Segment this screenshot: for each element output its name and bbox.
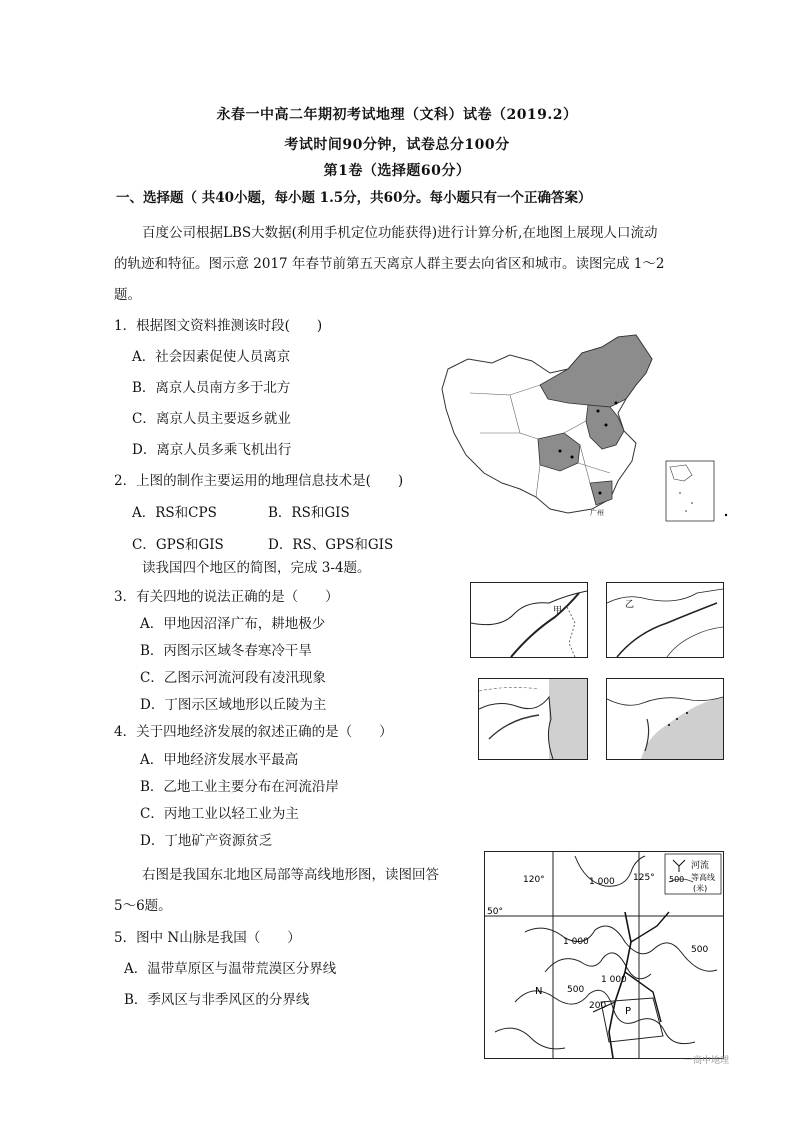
region-p-label: P xyxy=(625,1006,632,1017)
contour-1000-low: 1 000 xyxy=(601,975,627,985)
legend-unit: (米) xyxy=(693,884,708,893)
q1-option-d: D．离京人员多乘飞机出行 xyxy=(132,442,292,458)
legend-river-label: 河流 xyxy=(691,861,710,871)
volume-title: 第1卷（选择题60分） xyxy=(323,163,471,179)
legend-contour-label: 等高线 xyxy=(691,873,715,882)
region-map-yi xyxy=(606,582,724,658)
region-map-ding xyxy=(606,678,724,760)
contour-1000-mid: 1 000 xyxy=(563,937,589,947)
q1-option-b: B．离京人员南方多于北方 xyxy=(132,380,291,396)
china-migration-map xyxy=(440,333,730,525)
passage1-line3: 题。 xyxy=(114,287,141,303)
passage1-line1: 百度公司根据LBS大数据(利用手机定位功能获得)进行计算分析,在地图上展现人口流动 xyxy=(142,225,658,241)
region-map-jia xyxy=(470,582,588,658)
watermark: 一高中地理 xyxy=(684,1056,730,1066)
q2-option-b: B．RS和GIS xyxy=(268,505,350,521)
q1-option-a: A．社会因素促使人员离京 xyxy=(132,349,291,365)
contour-1000-top: 1 000 xyxy=(589,877,615,887)
contour-500-left: 500 xyxy=(567,985,585,995)
q1-option-c: C．离京人员主要返乡就业 xyxy=(132,411,291,427)
passage3-line1: 右图是我国东北地区局部等高线地形图，读图回答 xyxy=(142,867,439,883)
passage1-line2: 的轨迹和特征。图示意 2017 年春节前第五天离京人群主要去向省区和城市。读图完成 1～2 xyxy=(114,256,665,272)
page-title: 永春一中高二年期初考试地理（文科）试卷（2019.2） xyxy=(216,107,578,123)
q5-option-b: B．季风区与非季风区的分界线 xyxy=(124,992,310,1008)
mountain-n-label: N xyxy=(535,986,543,997)
lon-125-label: 125° xyxy=(633,873,655,883)
region-map-bing xyxy=(478,678,588,760)
contour-500-right: 500 xyxy=(691,945,709,955)
q4-stem: 4．关于四地经济发展的叙述正确的是（ ） xyxy=(114,724,393,740)
jia-label: 甲 xyxy=(553,606,563,616)
q2-option-a: A．RS和CPS xyxy=(132,505,217,521)
q3-option-a: A．甲地因沼泽广布，耕地极少 xyxy=(140,616,326,632)
section-heading: 一、选择题（ 共40小题，每小题 1.5分，共60分。每小题只有一个正确答案） xyxy=(116,190,592,206)
q4-option-d: D．丁地矿产资源贫乏 xyxy=(140,833,273,849)
contour-map xyxy=(484,851,724,1059)
exam-info: 考试时间90分钟，试卷总分100分 xyxy=(284,137,510,153)
passage2-text: 读我国四个地区的简图，完成 3-4题。 xyxy=(142,560,371,576)
q2-stem: 2．上图的制作主要运用的地理信息技术是( ) xyxy=(114,473,404,489)
q2-option-c: C．GPS和GIS xyxy=(132,537,224,553)
q3-option-d: D．丁图示区域地形以丘陵为主 xyxy=(140,697,327,713)
q3-stem: 3．有关四地的说法正确的是（ ） xyxy=(114,589,339,605)
q2-option-d: D．RS、GPS和GIS xyxy=(268,537,394,553)
lon-120-label: 120° xyxy=(523,875,545,885)
q4-option-b: B．乙地工业主要分布在河流沿岸 xyxy=(140,779,339,795)
contour-200: 200 xyxy=(589,1001,607,1011)
q1-stem: 1．根据图文资料推测该时段( ) xyxy=(114,318,323,334)
yi-label: 乙 xyxy=(625,600,635,610)
q3-option-b: B．丙图示区域冬春寒冷干旱 xyxy=(140,643,312,659)
passage3-line2: 5～6题。 xyxy=(114,898,172,914)
lat-50-label: 50° xyxy=(487,907,503,917)
q4-option-a: A．甲地经济发展水平最高 xyxy=(140,752,299,768)
legend-value: 500 xyxy=(669,875,685,884)
q5-option-a: A．温带草原区与温带荒漠区分界线 xyxy=(124,961,337,977)
guangzhou-label: 广州 xyxy=(590,509,604,517)
q5-stem: 5．图中 N山脉是我国（ ） xyxy=(114,930,301,946)
q3-option-c: C．乙图示河流河段有凌汛现象 xyxy=(140,670,326,686)
q4-option-c: C．丙地工业以轻工业为主 xyxy=(140,806,299,822)
